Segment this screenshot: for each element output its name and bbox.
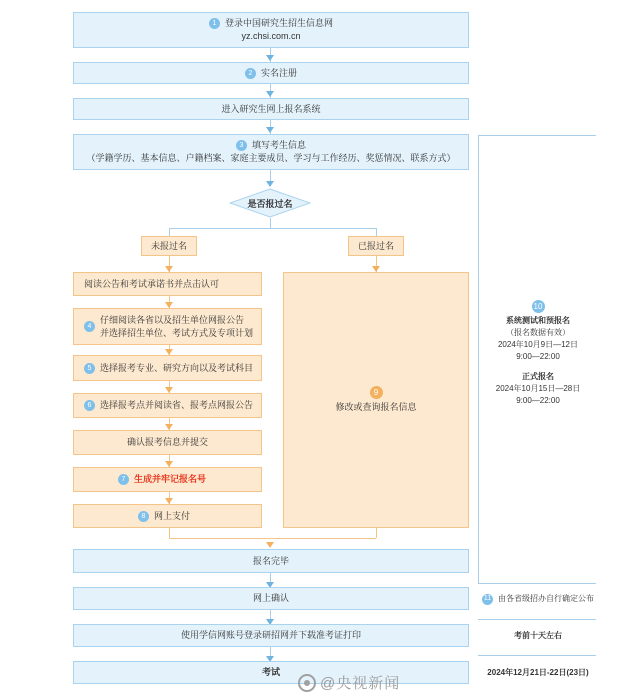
step-print-admission-label: 使用学信网账号登录研招网并下载准考证打印 (180, 630, 361, 640)
side-divider (478, 583, 596, 584)
connector (270, 218, 271, 228)
arrow-down (266, 181, 274, 187)
arrow-down (266, 91, 274, 97)
connector (169, 538, 376, 539)
side-divider (478, 135, 596, 136)
left-step-text: 并选择招生单位、考试方式及专项计划 (100, 327, 254, 338)
step-number: 7 (118, 474, 129, 485)
step-number: 1 (209, 18, 220, 29)
exam-date-note: 2024年12月21日-22日(23日) (487, 668, 589, 677)
side-time: 9:00—22:00 (516, 352, 560, 361)
connector (169, 228, 170, 236)
step-login-row (209, 17, 333, 30)
step-number: 3 (236, 140, 247, 151)
left-step-row (84, 399, 253, 412)
side-date: 2024年10月9日—12日 (497, 340, 579, 349)
branch-not-registered-label: 未报过名 (150, 240, 187, 251)
branch-not-registered (141, 236, 197, 256)
left-step (73, 393, 262, 418)
arrow-down (266, 542, 274, 548)
step-login-url: yz.chsi.com.cn (241, 31, 301, 41)
side-divider (478, 619, 596, 620)
modify-query-box (283, 272, 469, 528)
watermark-text: @央视新闻 (320, 675, 401, 692)
step-enter-system (73, 98, 469, 120)
connector (376, 228, 377, 236)
left-step (73, 355, 262, 381)
weibo-logo-icon (298, 674, 316, 692)
left-step-text: 网上支付 (154, 510, 191, 521)
step-fill-info-row (236, 139, 306, 152)
left-step-row (118, 473, 206, 486)
left-step-text: 仔细阅读各省以及招生单位网报公告 (100, 314, 245, 325)
step-exam (73, 661, 469, 684)
arrow-down (266, 55, 274, 61)
step-fill-info-detail: （学籍学历、基本信息、户籍档案、家庭主要成员、学习与工作经历、奖惩情况、联系方式） (86, 153, 456, 163)
print-admission-note: 考前十天左右 (514, 631, 562, 640)
side-divider (478, 655, 596, 656)
step-register (73, 62, 469, 84)
step-login-title: 登录中国研究生招生信息网 (224, 18, 333, 28)
left-step (73, 272, 262, 296)
left-step-row (84, 362, 253, 375)
left-step (73, 430, 262, 455)
side-divider (478, 135, 479, 583)
left-step (73, 308, 262, 345)
step-enter-system-label: 进入研究生网上报名系统 (221, 103, 321, 114)
step-exam-label: 考试 (261, 667, 280, 677)
left-step-text-block (100, 314, 253, 340)
side-time: 9:00—22:00 (516, 396, 560, 405)
step-number: 2 (245, 68, 256, 79)
step-print-admission (73, 624, 469, 647)
arrow-down (266, 127, 274, 133)
step-number: 5 (84, 363, 95, 374)
side-title: 正式报名 (522, 372, 554, 381)
connector (169, 228, 376, 229)
step-number: 4 (84, 321, 95, 332)
side-date: 2024年10月15日—28日 (495, 384, 581, 393)
side-title: 系统测试和预报名 (506, 316, 570, 325)
spacer (480, 363, 596, 371)
left-step-row (138, 510, 190, 523)
side-sub: （报名数据有效） (506, 328, 570, 337)
step-number: 6 (84, 400, 95, 411)
modify-query-label: 修改或查询报名信息 (335, 402, 417, 412)
left-step-text: 选择报考点并阅读省、报考点网报公告 (100, 400, 254, 410)
left-step-text-highlight: 生成并牢记报名号 (134, 474, 207, 484)
online-confirm-note-text: 由各省级招办自行确定公布 (498, 594, 594, 603)
left-step-text: 选择报考专业、研究方向以及考试科目 (100, 362, 254, 373)
step-fill-info (73, 134, 469, 170)
step-number: 11 (482, 594, 493, 605)
left-step-text: 确认报考信息并提交 (126, 437, 208, 447)
decision-diamond (229, 188, 311, 218)
registration-period-panel (480, 300, 596, 407)
step-registration-done (73, 549, 469, 573)
branch-registered-label: 已报过名 (357, 240, 394, 251)
branch-registered (348, 236, 404, 256)
left-step (73, 467, 262, 492)
left-step-row (84, 314, 253, 340)
step-login (73, 12, 469, 48)
left-step (73, 504, 262, 528)
step-number: 10 (532, 300, 545, 313)
step-register-row (245, 67, 297, 80)
connector (376, 528, 377, 538)
step-online-confirm (73, 587, 469, 610)
left-step-text: 阅读公告和考试承诺书并点击认可 (84, 278, 220, 289)
step-fill-info-title: 填写考生信息 (251, 140, 306, 150)
step-online-confirm-label: 网上确认 (252, 593, 289, 603)
side-num-row (480, 300, 596, 315)
step-registration-done-label: 报名完毕 (252, 555, 289, 566)
online-confirm-note (480, 593, 596, 605)
watermark (298, 672, 400, 693)
step-register-label: 实名注册 (260, 67, 297, 78)
step-number: 8 (138, 511, 149, 522)
decision-label: 是否报过名 (247, 198, 293, 209)
step-number: 9 (370, 386, 383, 399)
connector (169, 528, 170, 538)
